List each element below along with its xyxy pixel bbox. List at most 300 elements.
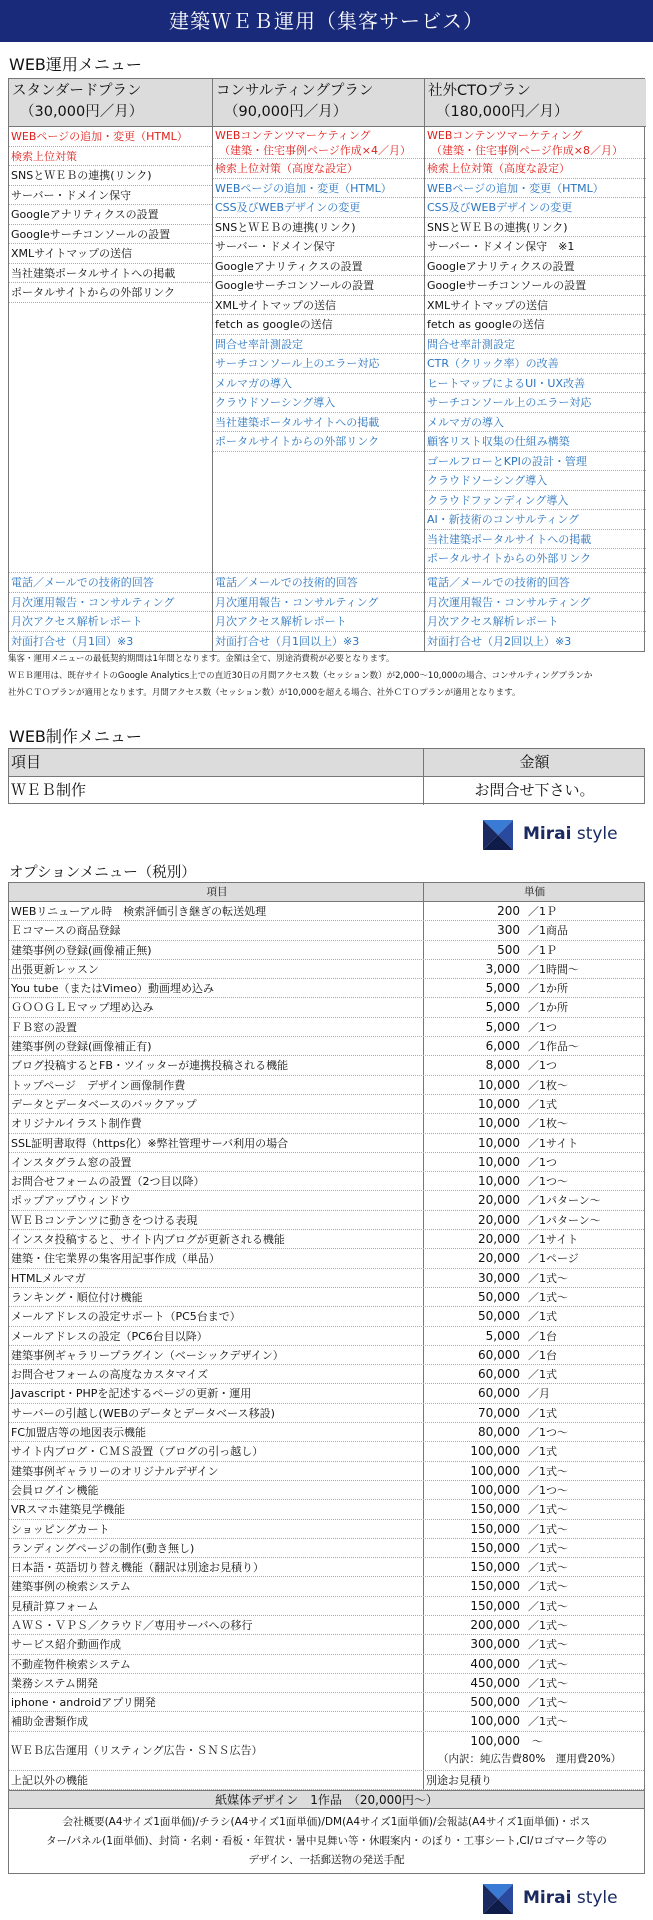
option-row <box>9 1269 644 1288</box>
option-name: 建築事例ギャラリーのオリジナルデザイン <box>9 1462 424 1480</box>
plan-empty-space <box>9 303 212 574</box>
option-name: FC加盟店等の地図表示機能 <box>9 1423 424 1441</box>
paper-design-body <box>9 1809 644 1873</box>
option-name: ＡＷＳ・ＶＰＳ／クラウド／専用サーバへの移行 <box>9 1616 424 1634</box>
option-amount: 10,000 <box>478 1135 520 1150</box>
option-row-other <box>9 1771 644 1790</box>
option-row <box>9 921 644 940</box>
option-name: インスタグラム窓の設置 <box>9 1153 424 1171</box>
production-row <box>9 777 644 805</box>
option-unit: ／1式～ <box>528 1580 568 1594</box>
plan-item: SNSとＷＥＢの連携(リンク) <box>213 218 424 238</box>
option-unit: ／1式 <box>528 1406 557 1420</box>
plan-item: WEBページの追加・変更（HTML） <box>213 179 424 199</box>
plan-name: スタンダードプラン <box>12 83 142 99</box>
option-amount: 5,000 <box>485 981 520 996</box>
option-name: サービス紹介動画作成 <box>9 1635 424 1653</box>
option-unit: ／1つ <box>528 1059 557 1073</box>
option-row <box>9 1346 644 1365</box>
option-price <box>424 1288 645 1306</box>
option-price <box>424 941 645 959</box>
option-row <box>9 1712 644 1731</box>
option-price <box>424 979 645 997</box>
option-unit: ／1式～ <box>528 1561 568 1575</box>
note-access-1: ＷＥＢ運用は、既存サイトのGoogle Analytics上での直近30日の月間アクセス数（セッション数）が2,000～10,000の場合、コンサルティングプランか <box>8 671 593 681</box>
plan-item: ポータルサイトからの外部リンク <box>9 283 212 303</box>
plan-item-line: WEBコンテンツマーケティング <box>215 129 371 142</box>
option-unit: ／1式～ <box>528 1464 568 1478</box>
plan-item: サーバー・ドメイン保守 ※1 <box>425 237 646 257</box>
option-amount: 6,000 <box>485 1039 520 1054</box>
option-unit: ／1式～ <box>528 1271 568 1285</box>
option-unit: ／1サイト <box>528 1233 579 1247</box>
option-price <box>424 1114 645 1132</box>
option-row <box>9 960 644 979</box>
paper-design-header: 紙媒体デザイン 1作品 （20,000円～） <box>9 1790 644 1809</box>
option-row <box>9 1674 644 1693</box>
option-name: HTMLメルマガ <box>9 1269 424 1287</box>
option-unit: ／1か所 <box>528 1001 568 1015</box>
option-price <box>424 1191 645 1209</box>
brand-name-light: style <box>576 824 618 844</box>
option-price <box>424 1423 645 1441</box>
plan-name: コンサルティングプラン <box>216 83 374 99</box>
option-price <box>424 1597 645 1615</box>
option-row <box>9 1577 644 1596</box>
option-price <box>424 1384 645 1402</box>
plan-item: 当社建築ポータルサイトへの掲載 <box>425 530 646 550</box>
option-price <box>424 1481 645 1499</box>
plan-item: ポータルサイトからの外部リンク <box>425 549 646 569</box>
option-name: SSL証明書取得（https化）※弊社管理サーバ利用の場合 <box>9 1134 424 1152</box>
option-name: 建築・住宅業界の集客用記事作成（単品） <box>9 1249 424 1267</box>
option-name: Javascript・PHPを記述するページの更新・運用 <box>9 1384 424 1402</box>
option-name: ポップアップウィンドウ <box>9 1191 424 1209</box>
option-name: 見積計算フォーム <box>9 1597 424 1615</box>
production-price: お問合せ下さい。 <box>474 781 595 799</box>
option-row <box>9 1520 644 1539</box>
plan-price: （90,000円／月） <box>224 104 348 120</box>
option-row <box>9 1249 644 1268</box>
option-amount: 20,000 <box>478 1251 520 1266</box>
option-row <box>9 1307 644 1326</box>
option-amount: 5,000 <box>485 1328 520 1343</box>
plan-footer-item: 月次運用報告・コンサルティング <box>213 593 424 613</box>
plan-column-cto <box>425 79 646 651</box>
option-price <box>424 1018 645 1036</box>
plan-header <box>213 79 424 127</box>
plan-footer-item: 電話／メールでの技術的回答 <box>213 573 424 593</box>
plan-item: WEBページの追加・変更（HTML） <box>425 179 646 199</box>
option-row <box>9 1076 644 1095</box>
option-price <box>424 921 645 939</box>
page-banner: 建築ＷＥＢ運用（集客サービス） <box>0 0 653 42</box>
plan-item: 当社建築ポータルサイトへの掲載 <box>213 413 424 433</box>
plan-footer-item: 電話／メールでの技術的回答 <box>9 573 212 593</box>
note-contract: 集客・運用メニューの最低契約期間は1年間となります。金額は全て、別途消費税が必要となります。 <box>8 654 395 664</box>
option-name: 業務システム開発 <box>9 1674 424 1692</box>
option-row-ads <box>9 1732 644 1771</box>
plan-item: メルマガの導入 <box>425 413 646 433</box>
option-unit: ／1つ～ <box>528 1483 568 1497</box>
option-price: 別途お見積り <box>426 1773 492 1787</box>
option-row <box>9 1500 644 1519</box>
option-row <box>9 1018 644 1037</box>
option-amount: 20,000 <box>478 1193 520 1208</box>
option-amount: 10,000 <box>478 1096 520 1111</box>
option-row <box>9 1191 644 1210</box>
plan-item: 問合せ率計測設定 <box>213 335 424 355</box>
paper-design-line: ター/パネル(1面単価)、封筒・名刺・看板・年賀状・暑中見舞い等・休暇案内・のぼり・工事シート,CI/ロゴマーク等の <box>46 1835 607 1848</box>
plan-item: クラウドソーシング導入 <box>213 393 424 413</box>
option-amount: 20,000 <box>478 1232 520 1247</box>
plan-item: SNSとＷＥＢの連携(リンク) <box>425 218 646 238</box>
plan-item: 検索上位対策（高度な設定） <box>213 159 424 179</box>
options-table <box>8 882 645 1874</box>
plan-item: WEBページの追加・変更（HTML） <box>9 127 212 147</box>
paper-design-line: 会社概要(A4サイズ1面単価)/チラシ(A4サイズ1面単価)/DM(A4サイズ1面単価)/会報誌(A4サイズ1面単価)・ポス <box>62 1816 591 1829</box>
option-row <box>9 1172 644 1191</box>
plan-item: CTR（クリック率）の改善 <box>425 354 646 374</box>
plan-item: Googleアナリティクスの設置 <box>9 205 212 225</box>
option-unit: ／1式～ <box>528 1618 568 1632</box>
option-unit: ／1式 <box>528 1097 557 1111</box>
option-amount: 60,000 <box>478 1367 520 1382</box>
option-unit: ／1式～ <box>528 1522 568 1536</box>
option-unit: ／1か所 <box>528 982 568 996</box>
option-amount: 150,000 <box>470 1521 520 1536</box>
option-price <box>424 1539 645 1557</box>
option-amount: 150,000 <box>470 1502 520 1517</box>
option-amount: 100,000 <box>470 1463 520 1478</box>
option-price <box>424 1732 645 1770</box>
plan-item: AI・新技術のコンサルティング <box>425 510 646 530</box>
option-unit: ／1枚～ <box>528 1078 568 1092</box>
option-row <box>9 1693 644 1712</box>
plan-item: サーバー・ドメイン保守 <box>213 237 424 257</box>
plan-footer-item: 月次アクセス解析レポート <box>425 612 646 632</box>
plan-item: SNSとＷＥＢの連携(リンク) <box>9 166 212 186</box>
option-unit: ／1サイト <box>528 1136 579 1150</box>
option-price <box>424 1462 645 1480</box>
option-amount: 10,000 <box>478 1116 520 1131</box>
plan-footer-item: 対面打合せ（月2回以上）※3 <box>427 634 572 648</box>
options-col-price: 単価 <box>524 886 545 898</box>
option-name: オリジナルイラスト制作費 <box>9 1114 424 1132</box>
plan-item: 検索上位対策（高度な設定） <box>425 159 646 179</box>
option-unit: ／1式～ <box>528 1599 568 1613</box>
options-header-row <box>9 883 644 902</box>
option-price <box>424 1346 645 1364</box>
option-unit: ／1つ～ <box>528 1175 568 1189</box>
option-unit: ／1式 <box>528 1368 557 1382</box>
plan-item: サーチコンソール上のエラー対応 <box>425 393 646 413</box>
plan-item: XMLサイトマップの送信 <box>213 296 424 316</box>
option-price <box>424 1307 645 1325</box>
option-unit: ／1式～ <box>528 1290 568 1304</box>
option-amount: 150,000 <box>470 1540 520 1555</box>
option-amount: 10,000 <box>478 1174 520 1189</box>
plan-item-line: （建築・住宅事例ページ作成×4／月） <box>219 144 411 157</box>
option-amount: 5,000 <box>485 1000 520 1015</box>
option-row <box>9 1442 644 1461</box>
option-price <box>424 1056 645 1074</box>
option-amount: 500 <box>497 942 520 957</box>
option-unit: ／1Ｐ <box>528 943 557 957</box>
mirai-style-logo-mark-icon <box>483 820 513 850</box>
plan-item: Googleサーチコンソールの設置 <box>425 276 646 296</box>
option-row <box>9 1635 644 1654</box>
option-row <box>9 1327 644 1346</box>
paper-design-line: デザイン、一括郵送物の発送手配 <box>248 1854 405 1867</box>
option-name: サイト内ブログ・ＣＭＳ設置（ブログの引っ越し） <box>9 1442 424 1460</box>
option-unit: ／1商品 <box>528 924 568 938</box>
option-unit: ／1式 <box>528 1445 557 1459</box>
option-row <box>9 1153 644 1172</box>
option-row <box>9 1616 644 1635</box>
plan-footer-item: 月次アクセス解析レポート <box>213 612 424 632</box>
option-amount: 200,000 <box>470 1617 520 1632</box>
option-unit: ／1式～ <box>528 1638 568 1652</box>
option-price <box>424 1365 645 1383</box>
option-name: iphone・androidアプリ開発 <box>9 1693 424 1711</box>
option-row <box>9 1056 644 1075</box>
option-price <box>424 1095 645 1113</box>
option-row <box>9 1558 644 1577</box>
option-sub: （内訳：純広告費80% 運用費20%） <box>438 1752 622 1765</box>
option-price <box>424 1211 645 1229</box>
plan-item: CSS及びWEBデザインの変更 <box>425 198 646 218</box>
option-price <box>424 998 645 1016</box>
plan-item: ゴールフローとKPIの設計・管理 <box>425 452 646 472</box>
plan-column-consulting <box>213 79 425 651</box>
option-row <box>9 1423 644 1442</box>
option-unit: ／1つ～ <box>528 1426 568 1440</box>
option-price <box>424 1153 645 1171</box>
production-item: ＷＥＢ制作 <box>9 777 424 805</box>
plan-item-line: WEBコンテンツマーケティング <box>427 129 583 142</box>
brand-name-bold: Mirai <box>523 1888 572 1908</box>
option-name: 建築事例の登録(画像補正有) <box>9 1037 424 1055</box>
option-name: ランディングページの制作(動き無し) <box>9 1539 424 1557</box>
option-price <box>424 1269 645 1287</box>
brand-logo <box>483 820 616 850</box>
option-name: ショッピングカート <box>9 1520 424 1538</box>
plan-price: （180,000円／月） <box>436 104 569 120</box>
plan-item: Googleアナリティクスの設置 <box>425 257 646 277</box>
plan-item: XMLサイトマップの送信 <box>425 296 646 316</box>
option-unit: ～ <box>532 1734 543 1748</box>
plan-item: サーチコンソール上のエラー対応 <box>213 354 424 374</box>
plan-name: 社外CTOプラン <box>428 83 531 99</box>
option-amount: 150,000 <box>470 1560 520 1575</box>
options-menu-title: オプションメニュー（税別） <box>9 865 196 881</box>
option-amount: 300 <box>497 923 520 938</box>
option-amount: 400,000 <box>470 1656 520 1671</box>
option-unit: ／1式～ <box>528 1503 568 1517</box>
plan-item: XMLサイトマップの送信 <box>9 244 212 264</box>
plan-header <box>425 79 646 127</box>
option-row <box>9 1481 644 1500</box>
plan-item: メルマガの導入 <box>213 374 424 394</box>
option-unit: ／1式～ <box>528 1696 568 1710</box>
option-price <box>424 1172 645 1190</box>
operation-menu-title: WEB運用メニュー <box>9 55 142 74</box>
option-amount: 450,000 <box>470 1675 520 1690</box>
option-name: 不動産物件検索システム <box>9 1655 424 1673</box>
option-row <box>9 1095 644 1114</box>
option-row <box>9 941 644 960</box>
plan-column-standard <box>9 79 213 651</box>
option-price <box>424 902 645 920</box>
plan-footer-item: 対面打合せ（月1回）※3 <box>11 634 134 648</box>
option-row <box>9 1597 644 1616</box>
option-name: 会員ログイン機能 <box>9 1481 424 1499</box>
option-price <box>424 1500 645 1518</box>
production-header-row <box>9 749 644 777</box>
plan-header <box>9 79 212 127</box>
option-amount: 200 <box>497 904 520 918</box>
option-amount: 150,000 <box>470 1579 520 1594</box>
option-name: ＧＯＯＧＬＥマップ埋め込み <box>9 998 424 1016</box>
brand-name <box>523 1888 618 1908</box>
plan-footer-item: 月次運用報告・コンサルティング <box>425 593 646 613</box>
option-unit: ／1つ <box>528 1020 557 1034</box>
option-row <box>9 1211 644 1230</box>
option-amount: 5,000 <box>485 1019 520 1034</box>
option-name: 日本語・英語切り替え機能（翻訳は別途お見積り） <box>9 1558 424 1576</box>
option-amount: 10,000 <box>478 1154 520 1169</box>
option-name: ＷＥＢコンテンツに動きをつける表現 <box>9 1211 424 1229</box>
option-unit: ／1枚～ <box>528 1117 568 1131</box>
plan-item: クラウドソーシング導入 <box>425 471 646 491</box>
brand-name-bold: Mirai <box>523 824 572 844</box>
option-unit: ／1式～ <box>528 1715 568 1729</box>
plan-item: fetch as googleの送信 <box>213 315 424 335</box>
option-price <box>424 1520 645 1538</box>
option-amount: 100,000 <box>470 1444 520 1459</box>
option-row <box>9 1365 644 1384</box>
option-price <box>424 1635 645 1653</box>
option-price <box>424 960 645 978</box>
option-name: You tube（またはVimeo）動画埋め込み <box>9 979 424 997</box>
option-row <box>9 1404 644 1423</box>
option-name: ＦＢ窓の設置 <box>9 1018 424 1036</box>
option-unit: ／1台 <box>528 1348 557 1362</box>
plan-item: クラウドファンディング導入 <box>425 491 646 511</box>
option-amount: 30,000 <box>478 1270 520 1285</box>
option-unit: ／1時間～ <box>528 962 579 976</box>
plan-footer-item: 月次運用報告・コンサルティング <box>9 593 212 613</box>
option-unit: ／1作品～ <box>528 1040 579 1054</box>
plan-item: Googleサーチコンソールの設置 <box>9 225 212 245</box>
option-unit: ／1式～ <box>528 1676 568 1690</box>
option-name: お問合せフォームの高度なカスタマイズ <box>9 1365 424 1383</box>
option-amount: 500,000 <box>470 1695 520 1710</box>
option-amount: 70,000 <box>478 1405 520 1420</box>
plan-item: 問合せ率計測設定 <box>425 335 646 355</box>
option-name: インスタ投稿すると、サイト内ブログが更新される機能 <box>9 1230 424 1248</box>
brand-logo-footer <box>483 1884 616 1914</box>
option-name: メールアドレスの設定（PC6台目以降） <box>9 1327 424 1345</box>
option-unit: ／月 <box>528 1387 550 1401</box>
option-row <box>9 1134 644 1153</box>
option-price <box>424 1327 645 1345</box>
option-name: トップページ デザイン画像制作費 <box>9 1076 424 1094</box>
plan-footer-item: 月次アクセス解析レポート <box>9 612 212 632</box>
option-unit: ／1パターン～ <box>528 1213 601 1227</box>
plan-item <box>213 127 424 159</box>
mirai-style-logo-mark-icon <box>483 1884 513 1914</box>
option-price <box>424 1558 645 1576</box>
option-price <box>424 1712 645 1730</box>
option-price <box>424 1249 645 1267</box>
option-row <box>9 1655 644 1674</box>
option-unit: ／1台 <box>528 1329 557 1343</box>
plan-item: Googleアナリティクスの設置 <box>213 257 424 277</box>
option-name: 建築事例ギャラリープラグイン（ベーシックデザイン） <box>9 1346 424 1364</box>
plan-item: Googleサーチコンソールの設置 <box>213 276 424 296</box>
option-name: VRスマホ建築見学機能 <box>9 1500 424 1518</box>
option-unit: ／1ページ <box>528 1252 579 1266</box>
plan-item: 検索上位対策 <box>9 147 212 167</box>
options-col-item: 項目 <box>9 883 424 901</box>
option-name: 上記以外の機能 <box>9 1771 424 1789</box>
option-name: WEBリニューアル時 検索評価引き継ぎの転送処理 <box>9 902 424 920</box>
option-amount: 50,000 <box>478 1289 520 1304</box>
option-name: 建築事例の検索システム <box>9 1577 424 1595</box>
note-access-2: 社外ＣＴＯプランが適用となります。月間アクセス数（セッション数）が10,000を超える場合、社外ＣＴＯプランが適用となります。 <box>8 688 521 698</box>
production-col-price: 金額 <box>519 753 550 771</box>
plan-footer-item: 対面打合せ（月1回以上）※3 <box>215 634 360 648</box>
option-price <box>424 1674 645 1692</box>
option-amount: 100,000 <box>470 1733 520 1748</box>
option-unit: ／1パターン～ <box>528 1194 601 1208</box>
option-price <box>424 1442 645 1460</box>
plan-price: （30,000円／月） <box>20 104 144 120</box>
option-price <box>424 1037 645 1055</box>
plan-footer-item: 電話／メールでの技術的回答 <box>425 573 646 593</box>
plan-item: 当社建築ポータルサイトへの掲載 <box>9 264 212 284</box>
option-unit: ／1式～ <box>528 1541 568 1555</box>
plan-item: fetch as googleの送信 <box>425 315 646 335</box>
plan-item: サーバー・ドメイン保守 <box>9 186 212 206</box>
plan-item: ヒートマップによるUI・UX改善 <box>425 374 646 394</box>
option-row <box>9 1037 644 1056</box>
plan-item: CSS及びWEBデザインの変更 <box>213 198 424 218</box>
option-unit: ／1Ｐ <box>528 905 557 918</box>
option-row <box>9 1230 644 1249</box>
option-amount: 100,000 <box>470 1482 520 1497</box>
option-row <box>9 1288 644 1307</box>
plan-item: ポータルサイトからの外部リンク <box>213 432 424 452</box>
option-price <box>424 1577 645 1595</box>
option-name: ブログ投稿するとFB・ツイッターが連携投稿される機能 <box>9 1056 424 1074</box>
option-price <box>424 1655 645 1673</box>
option-amount: 10,000 <box>478 1077 520 1092</box>
option-unit: ／1式～ <box>528 1657 568 1671</box>
option-name: サーバーの引越し(WEBのデータとデータベース移設) <box>9 1404 424 1422</box>
brand-name-light: style <box>576 1888 618 1908</box>
option-price <box>424 1616 645 1634</box>
production-col-item: 項目 <box>9 749 424 776</box>
option-row <box>9 998 644 1017</box>
option-price <box>424 1230 645 1248</box>
option-unit: ／1式 <box>528 1310 557 1324</box>
option-name: データとデータベースのバックアップ <box>9 1095 424 1113</box>
plan-empty-space <box>213 452 424 574</box>
option-name: 建築事例の登録(画像補正無) <box>9 941 424 959</box>
